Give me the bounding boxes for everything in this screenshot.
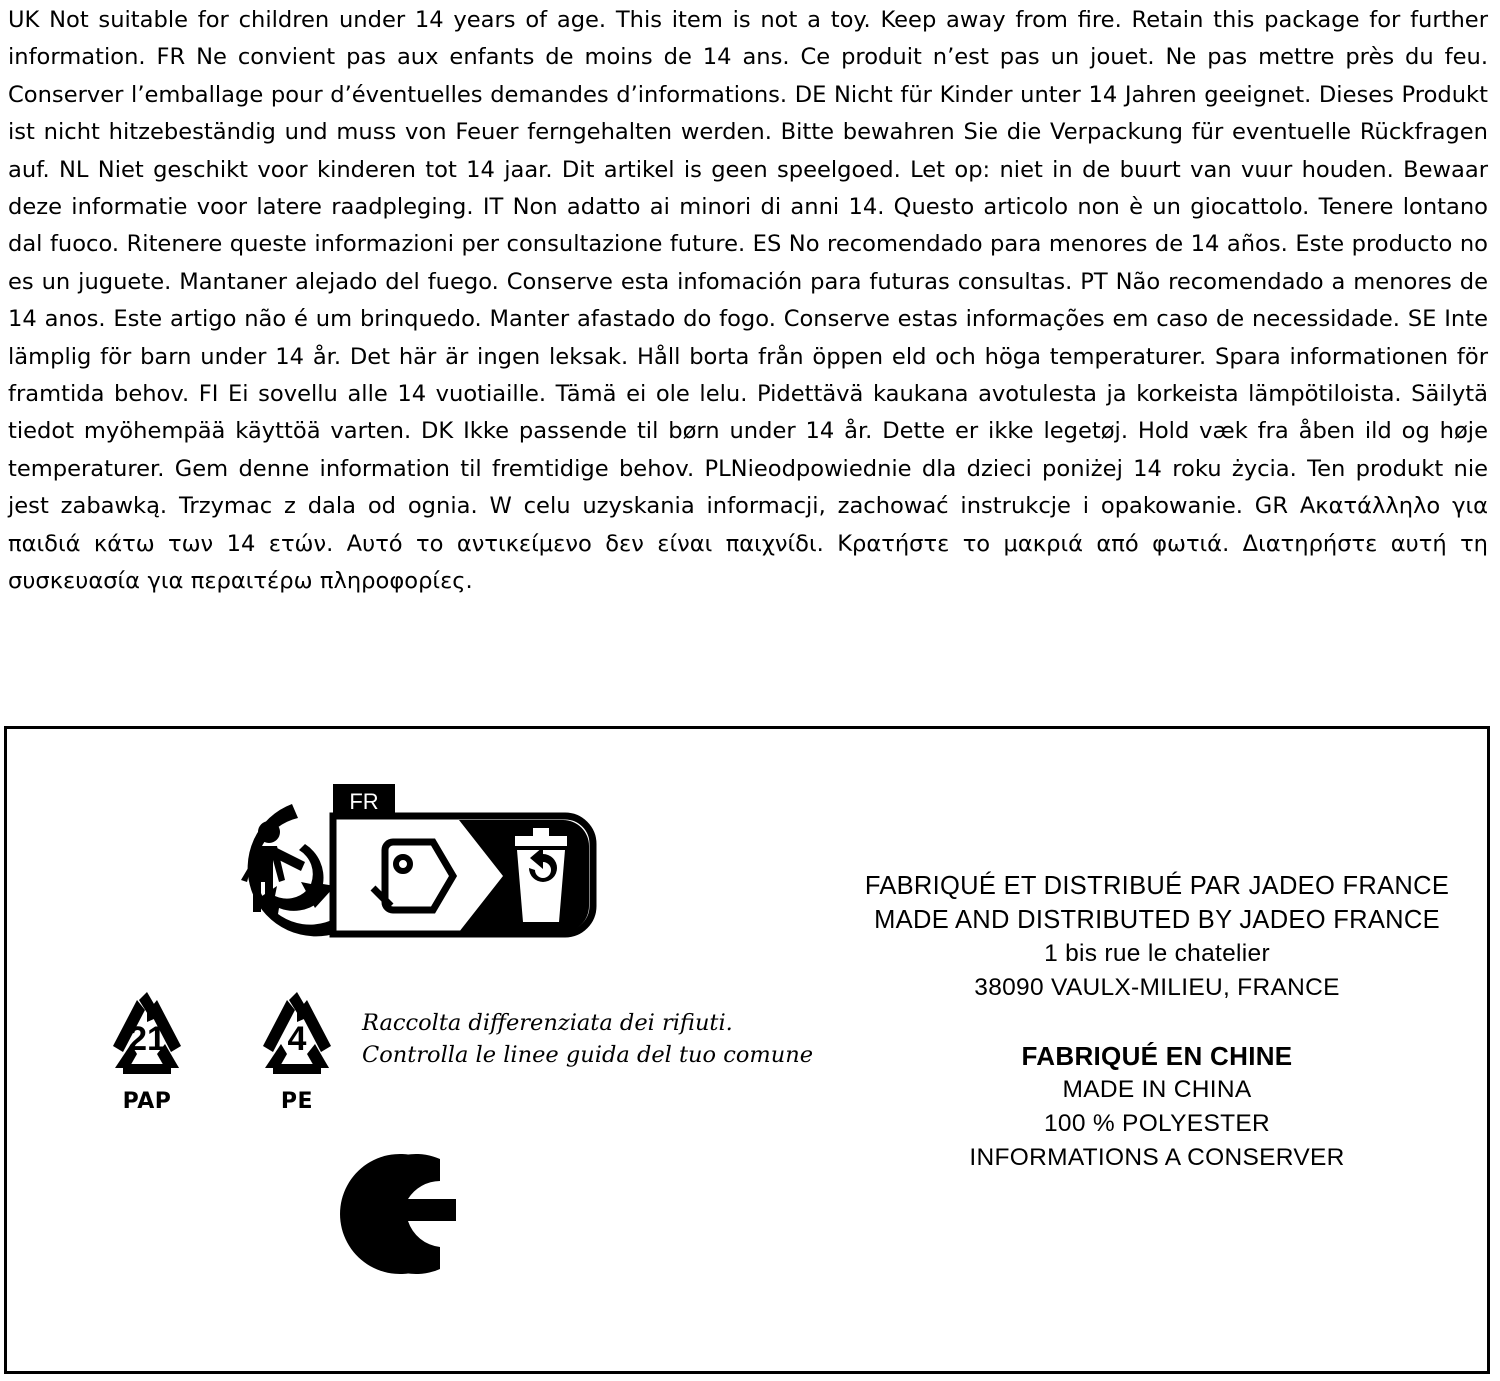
- material-code-label: PAP: [122, 1089, 172, 1114]
- material-code-number: 4: [287, 1020, 307, 1058]
- address-line-composition: 100 % POLYESTER: [1043, 1110, 1270, 1137]
- address-line-city: 38090 VAULX-MILIEU, FRANCE: [974, 974, 1340, 1001]
- ce-mark-icon: [312, 1149, 552, 1279]
- tidyman-and-sorting-icon-group: [197, 784, 597, 954]
- sorting-note: [362, 1007, 832, 1071]
- multilingual-warning-block: [8, 2, 1488, 601]
- recycle-bin-icon: [515, 828, 567, 922]
- sorting-icon: [333, 816, 593, 934]
- address-spacer: [837, 1005, 1477, 1039]
- material-code-pap: [87, 984, 207, 1114]
- address-line-manufacturer-en: MADE AND DISTRIBUTED BY JADEO FRANCE: [874, 906, 1440, 934]
- address-line-keep-info: INFORMATIONS A CONSERVER: [969, 1144, 1345, 1171]
- sorting-note-line-2: Controlla le linee guida del tuo comune: [362, 1042, 814, 1068]
- address-line-street: 1 bis rue le chatelier: [1044, 940, 1270, 967]
- material-code-label: PE: [280, 1089, 314, 1114]
- address-line-made-in-en: MADE IN CHINA: [1062, 1076, 1252, 1103]
- manufacturer-address-block: [837, 869, 1477, 1175]
- address-line-manufacturer-fr: FABRIQUÉ ET DISTRIBUÉ PAR JADEO FRANCE: [864, 872, 1450, 900]
- material-code-pe: [237, 984, 357, 1114]
- sorting-note-line-1: Raccolta differenziata dei rifiuti.: [362, 1010, 733, 1036]
- icon-area: [7, 729, 827, 1371]
- material-code-number: 21: [128, 1020, 166, 1058]
- svg-text:FR: FR: [349, 789, 379, 814]
- address-line-made-in-fr: FABRIQUÉ EN CHINE: [1021, 1041, 1293, 1071]
- footer-panel: [4, 726, 1490, 1374]
- warning-paragraph: UK Not suitable for children under 14 years of age. This item is not a toy. Keep away from fire. Retain this package for further information. FR Ne convient pas aux enfants de moins de 14 ans. Ce produit n’est pas un jouet. Ne pas mettre près du feu. Conserver l’emballage pour d’éventuelles demandes d’informations. DE Nicht für Kinder unter 14 Jahren geeignet. Dieses Produkt ist nicht hitzebeständig und muss von Feuer ferngehalten werden. Bitte bewahren Sie die Verpackung für eventuelle Rückfragen auf. NL Niet geschikt voor kinderen tot 14 jaar. Dit artikel is geen speelgoed. Let op: niet in de buurt van vuur houden. Bewaar deze informatie voor latere raadpleging. IT Non adatto ai minori di anni 14. Questo articolo non è un giocattolo. Tenere lontano dal fuoco. Ritenere queste informazioni per consultazione future. ES No recomendado para menores de 14 años. Este producto no es un juguete. Mantaner alejado del fuego. Conserve esta infomación para futuras consultas. PT Não recomendado a menores de 14 anos. Este artigo não é um brinquedo. Manter afastado do fogo. Conserve estas informações em caso de necessidade. SE Inte lämplig för barn under 14 år. Det här är ingen leksak. Håll borta från öppen eld och höga temperaturer. Spara informationen för framtida behov. FI Ei sovellu alle 14 vuotiaille. Tämä ei ole lelu. Pidettävä kaukana avotulesta ja korkeista lämpötiloista. Säilytä tiedot myöhempää käyttöä varten. DK Ikke passende til børn under 14 år. Dette er ikke legetøj. Hold væk fra åben ild og høje temperaturer. Gem denne information til fremtidige behov. PLNieodpowiednie dla dzieci poniżej 14 roku życia. Ten produkt nie jest zabawką. Trzymac z dala od ognia. W celu uzyskania informacji, zachować instrukcje i opakowanie. GR Ακατάλληλο για παιδιά κάτω των 14 ετών. Αυτό το αντικείμενο δεν είναι παιχνίδι. Κρατήστε το μακριά από φωτιά. Διατηρήστε αυτή τη συσκευασία για περαιτέρω πληροφορίες.: [8, 7, 1488, 595]
- tidyman-icon: [241, 804, 340, 936]
